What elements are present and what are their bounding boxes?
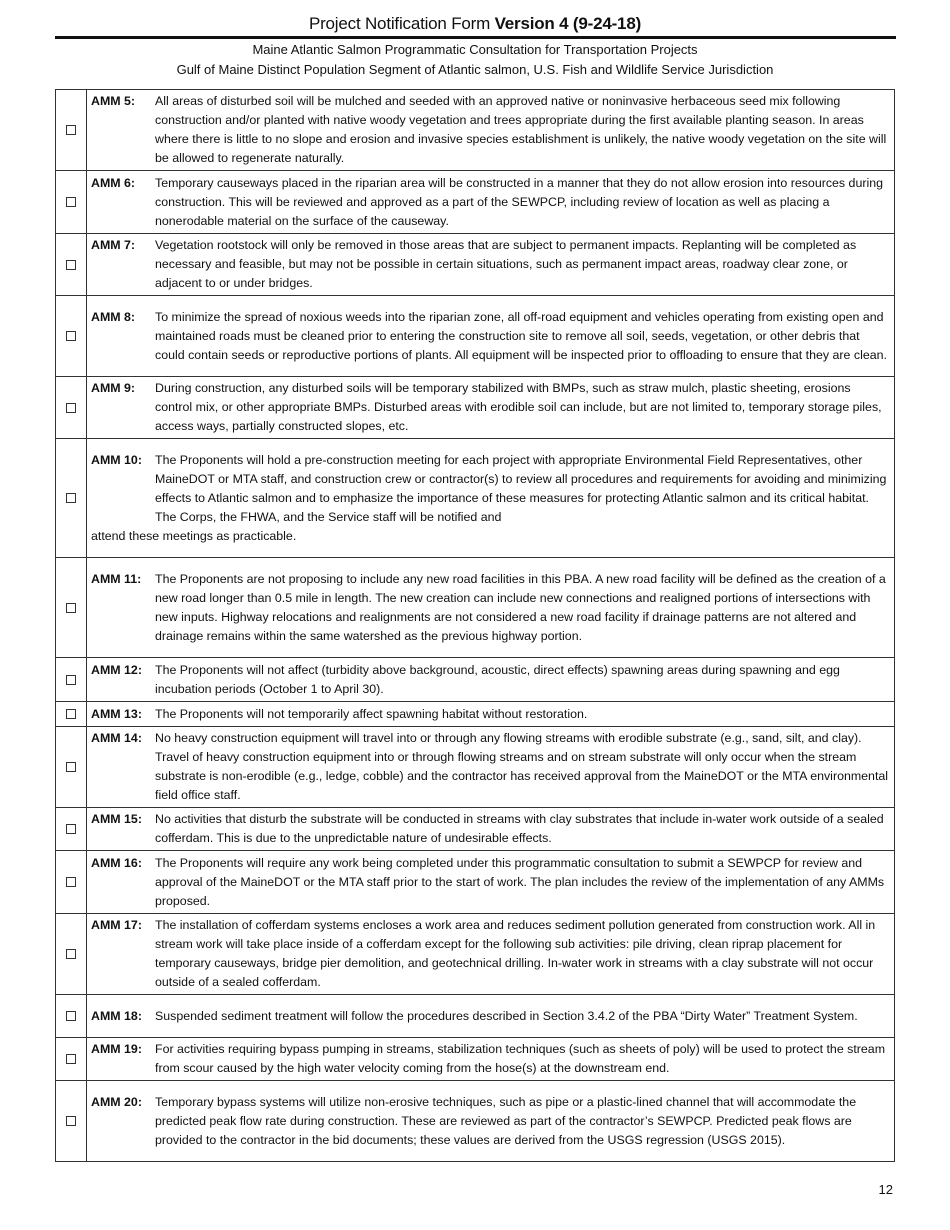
amm-code: AMM 10: (91, 452, 142, 467)
amm-row-5 (56, 90, 895, 171)
amm-checkbox-cell (56, 995, 87, 1038)
subtitle-jurisdiction: Gulf of Maine Distinct Population Segment of Atlantic salmon, U.S. Fish and Wildlife Service Jurisdiction (176, 62, 774, 77)
amm-checkbox[interactable] (66, 125, 76, 135)
form-version: Version 4 (9-24-18) (494, 14, 642, 33)
amm-text: To minimize the spread of noxious weeds into the riparian zone, all off-road equipment and vehicles operating from existing open and maintained roads must be cleaned prior to entering the construction site to remove all soil, seeds, vegetation, or other debris that could contain seeds or reproductive portions of plants. All equipment will be inspected prior to offloading to ensure that they are clean. (155, 309, 887, 362)
subtitle-consultation: Maine Atlantic Salmon Programmatic Consultation for Transportation Projects (252, 42, 698, 57)
amm-checkbox[interactable] (66, 260, 76, 270)
amm-code: AMM 7: (91, 238, 136, 252)
amm-text: For activities requiring bypass pumping in streams, stabilization techniques (such as sheets of poly) will be used to protect the stream from scour caused by the high water velocity coming from the hose(s) at the downstream end. (155, 1042, 886, 1075)
amm-code: AMM 17: (91, 918, 142, 932)
amm-text-overflow: attend these meetings as practicable. (91, 528, 297, 543)
amm-checkbox-cell (56, 234, 87, 296)
amm-checkbox-cell (56, 851, 87, 914)
amm-row-19 (56, 1038, 895, 1081)
amm-row-9 (56, 377, 895, 439)
amm-code: AMM 11: (91, 571, 142, 586)
amm-text: Temporary bypass systems will utilize non-erosive techniques, such as pipe or a plastic-lined channel that will accommodate the predicted peak flow rate during construction. These are reviewed as part of the contractor’s SEWPCP. Predicted peak flows are provided to the contractor in the bid documents; these values are derived from the USGS regression (USGS 2015). (155, 1094, 857, 1147)
amm-checkbox[interactable] (66, 403, 76, 413)
amm-checkbox-cell (56, 658, 87, 702)
amm-code: AMM 15: (91, 812, 142, 826)
amm-checkbox[interactable] (66, 603, 76, 613)
amm-text: Temporary causeways placed in the riparian area will be constructed in a manner that they do not allow erosion into resources during construction. This will be reviewed and approved as a part of the SEWPCP, including review of location as well as placing a nonerodable material on the surface of the causeway. (155, 175, 883, 228)
amm-row-10 (56, 439, 895, 558)
amm-checkbox[interactable] (66, 1054, 76, 1064)
amm-code: AMM 18: (91, 1008, 142, 1023)
form-title (0, 13, 950, 35)
amm-code: AMM 6: (91, 175, 136, 190)
amm-row-17 (56, 914, 895, 995)
amm-checkbox-cell (56, 377, 87, 439)
amm-checkbox-cell (56, 1038, 87, 1081)
amm-checkbox[interactable] (66, 877, 76, 887)
amm-checklist-table (55, 89, 895, 1162)
amm-row-20 (56, 1081, 895, 1162)
amm-text: The Proponents will not temporarily affect spawning habitat without restoration. (155, 706, 588, 721)
amm-text: The Proponents are not proposing to include any new road facilities in this PBA. A new road facility will be defined as the creation of a new road longer than 0.5 mile in length. The new creation can include new connections and realigned portions of intersections with new inputs. Highway relocations and realignments are not considered a new road facility if drainage patterns are not altered and drainage remains within the same watershed as the previous highway portion. (155, 571, 886, 643)
amm-checkbox-cell (56, 296, 87, 377)
amm-checkbox-cell (56, 90, 87, 171)
amm-row-15 (56, 808, 895, 851)
amm-checkbox[interactable] (66, 1116, 76, 1126)
header-rule (55, 36, 896, 39)
amm-text: Vegetation rootstock will only be removed in those areas that are subject to permanent impacts. Replanting will be completed as necessary and feasible, but may not be possible in certain situations, such as permanent impact areas, roadway clear zone, or adjacent to or under bridges. (155, 238, 857, 290)
amm-row-13 (56, 702, 895, 727)
amm-text: During construction, any disturbed soils will be temporary stabilized with BMPs, such as straw mulch, plastic sheeting, erosions control mix, or other appropriate BMPs. Disturbed areas with erodible soil can include, but are not limited to, temporary storage piles, access ways, partially constructed slopes, etc. (155, 381, 882, 433)
amm-checkbox-cell (56, 727, 87, 808)
amm-code: AMM 20: (91, 1094, 142, 1109)
amm-code: AMM 19: (91, 1042, 142, 1056)
amm-checkbox[interactable] (66, 493, 76, 503)
amm-row-18 (56, 995, 895, 1038)
amm-code: AMM 5: (91, 94, 136, 108)
amm-row-8 (56, 296, 895, 377)
amm-checkbox-cell (56, 558, 87, 658)
amm-checkbox[interactable] (66, 709, 76, 719)
amm-checkbox[interactable] (66, 824, 76, 834)
amm-checkbox[interactable] (66, 331, 76, 341)
amm-checkbox-cell (56, 808, 87, 851)
amm-checkbox-cell (56, 439, 87, 558)
amm-row-6 (56, 171, 895, 234)
amm-text: The Proponents will hold a pre-construction meeting for each project with appropriate Environmental Field Representatives, other MaineDOT or MTA staff, and construction crew or contractor(s) to review all procedures and requirements for avoiding and minimizing effects to Atlantic salmon and to emphasize the importance of these measures for protecting Atlantic salmon and its critical habitat. The Corps, the FHWA, and the Service staff will be notified and (155, 452, 887, 524)
amm-code: AMM 12: (91, 662, 142, 677)
amm-code: AMM 13: (91, 706, 142, 721)
amm-checkbox-cell (56, 914, 87, 995)
page-number: 12 (878, 1182, 893, 1197)
amm-checkbox[interactable] (66, 197, 76, 207)
amm-text: All areas of disturbed soil will be mulched and seeded with an approved native or noninvasive herbaceous seed mix following construction and/or planted with native woody vegetation and trees appropriate during the first available planting season. In areas where there is little to no slope and erosion and invasive species establishment is unlikely, the native woody vegetation on the site will be allowed to regenerate naturally. (155, 94, 887, 165)
amm-row-14 (56, 727, 895, 808)
amm-row-11 (56, 558, 895, 658)
amm-row-16 (56, 851, 895, 914)
amm-row-12 (56, 658, 895, 702)
amm-checkbox[interactable] (66, 949, 76, 959)
amm-text: The Proponents will require any work being completed under this programmatic consultation to submit a SEWPCP for review and approval of the MaineDOT or the MTA staff prior to the start of work. The plan includes the review of the implementation of any AMMs proposed. (155, 855, 885, 908)
amm-row-7 (56, 234, 895, 296)
amm-checkbox-cell (56, 702, 87, 727)
amm-checkbox-cell (56, 171, 87, 234)
amm-code: AMM 9: (91, 381, 136, 395)
amm-checkbox-cell (56, 1081, 87, 1162)
amm-text: No heavy construction equipment will travel into or through any flowing streams with erodible substrate (e.g., sand, silt, and clay). Travel of heavy construction equipment into or through flowing streams and on stream substrate will only occur when the stream substrate is non-erodible (e.g., ledge, cobble) and the contractor has received approval from the MaineDOT or the MTA environmental field office staff. (155, 731, 889, 802)
form-title-plain: Project Notification Form (308, 14, 495, 33)
amm-text: The installation of cofferdam systems encloses a work area and reduces sediment pollution generated from construction work. All in stream work will take place inside of a cofferdam except for the following sub activities: pile driving, clean riprap placement for temporary causeways, bridge pier demolition, and geotechnical drilling. In-water work in streams with a clay substrate will not occur outside of a sealed cofferdam. (155, 918, 876, 989)
amm-text: Suspended sediment treatment will follow the procedures described in Section 3.4.2 of the PBA “Dirty Water” Treatment System. (155, 1008, 858, 1023)
amm-text: The Proponents will not affect (turbidity above background, acoustic, direct effects) spawning areas during spawning and egg incubation periods (October 1 to April 30). (155, 662, 840, 696)
amm-checkbox[interactable] (66, 762, 76, 772)
amm-code: AMM 14: (91, 731, 142, 745)
amm-text: No activities that disturb the substrate will be conducted in streams with clay substrates that include in-water work outside of a sealed cofferdam. This is due to the unpredictable nature of undesirable effects. (155, 812, 884, 845)
amm-code: AMM 16: (91, 855, 142, 870)
amm-code: AMM 8: (91, 309, 136, 324)
amm-checkbox[interactable] (66, 675, 76, 685)
amm-checkbox[interactable] (66, 1011, 76, 1021)
